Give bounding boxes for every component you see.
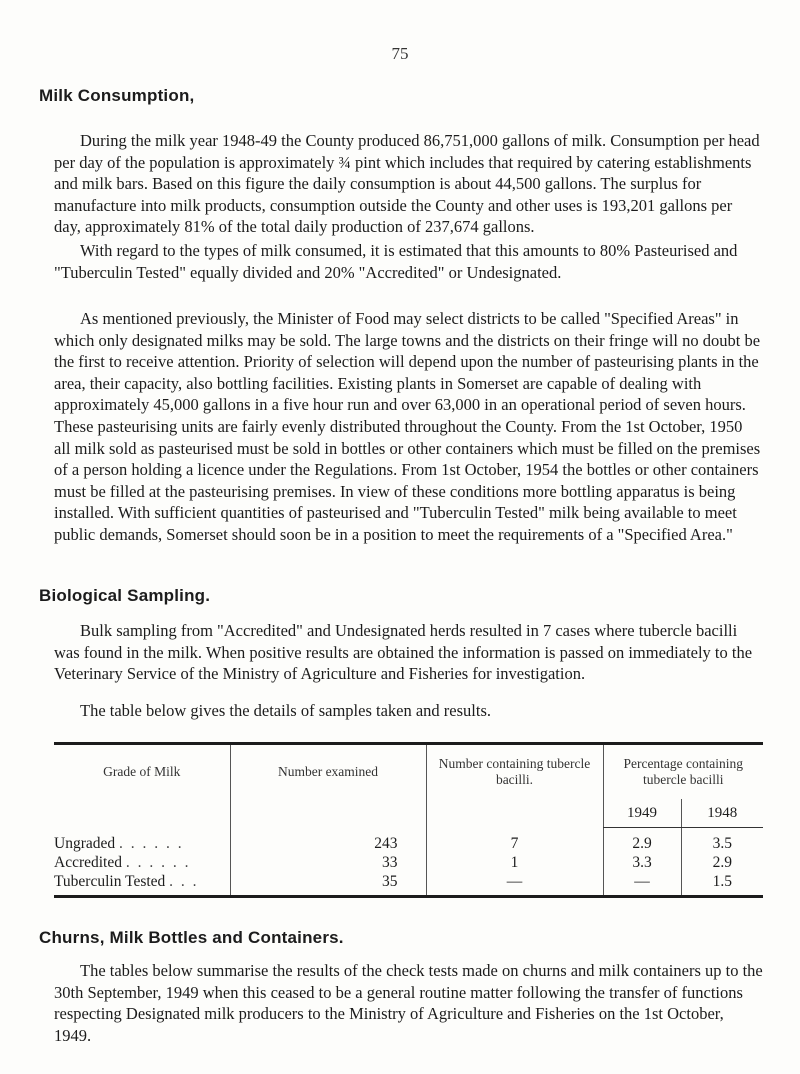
leader-dots: . . . . . .	[125, 854, 191, 871]
pct-1948-value: 1.5	[681, 872, 763, 891]
pct-1949-value: 3.3	[603, 853, 681, 872]
table-row	[54, 828, 763, 854]
grade-label: Tuberculin Tested	[54, 873, 166, 890]
examined-value: 243	[230, 828, 426, 854]
leader-dots: . . .	[169, 873, 199, 890]
table-row	[54, 872, 763, 891]
header-year-1949: 1949	[603, 799, 681, 828]
examined-value: 35	[230, 872, 426, 891]
paragraph-milk-types: With regard to the types of milk consumed, it is estimated that this amounts to 80% Pasteurised and "Tuberculin Tested" equally divided and 20% "Accredited" or Undesignated.	[54, 241, 738, 282]
grade-label: Ungraded	[54, 834, 116, 852]
header-year-1948: 1948	[681, 799, 763, 828]
paragraph-table-intro: The table below gives the details of samples taken and results.	[80, 701, 492, 720]
header-grade: Grade of Milk	[54, 744, 230, 800]
paragraph-churns-summary: The tables below summarise the results of the check tests made on churns and milk containers up to the 30th September, 1949 when this ceased to be a general routine matter following the transfer of functions respecting Designated milk producers to the Ministry of Agriculture and Fisheries on the 1st October, 1949.	[54, 961, 763, 1045]
grade-label: Accredited	[54, 854, 122, 871]
header-containing: Number containing tubercle bacilli.	[426, 744, 603, 800]
header-examined: Number examined	[230, 744, 426, 800]
section-heading-churns: Churns, Milk Bottles and Containers.	[39, 928, 344, 947]
pct-1948-value: 3.5	[681, 828, 763, 854]
header-percentage: Percentage containing tubercle bacilli	[603, 744, 763, 800]
examined-value: 33	[230, 853, 426, 872]
containing-value: 1	[426, 853, 603, 872]
year-spacer	[230, 799, 426, 828]
page-number: 75	[391, 44, 409, 63]
section-heading-biological-sampling: Biological Sampling.	[39, 586, 211, 605]
section-heading-milk-consumption: Milk Consumption,	[39, 86, 195, 105]
leader-dots: . . . . . .	[119, 834, 184, 852]
year-spacer	[54, 799, 230, 828]
paragraph-bulk-sampling: Bulk sampling from "Accredited" and Undesignated herds resulted in 7 cases where tubercle bacilli was found in the milk. When positive results are obtained the information is passed on immediately to the Veterinary Service of the Ministry of Agriculture and Fisheries for investigation.	[54, 621, 753, 684]
pct-1949-value: —	[603, 872, 681, 891]
pct-1949-value: 2.9	[603, 828, 681, 854]
year-spacer	[426, 799, 603, 828]
sampling-results-table	[54, 742, 763, 898]
containing-value: 7	[426, 828, 603, 854]
paragraph-specified-areas: As mentioned previously, the Minister of Food may select districts to be called "Specified Areas" in which only designated milks may be sold. The large towns and the districts on their fringe will no doubt be the first to receive attention. Priority of selection will depend upon the number of pasteurising plants in the area, their capacity, also bottling facilities. Existing plants in Somerset are capable of dealing with approximately 45,000 gallons in a five hour run and over 63,000 in an operational period of seven hours. These pasteurising units are fairly evenly distributed throughout the County. From the 1st October, 1950 all milk sold as pasteurised must be sold in bottles or other containers which must be filled on the premises of a person holding a licence under the Regulations. From 1st October, 1954 the bottles or other containers must be filled at the pasteurising premises. In view of these conditions more bottling apparatus is being installed. With sufficient quantities of pasteurised and "Tuberculin Tested" milk being available to meet public demands, Somerset should soon be in a position to meet the requirements of a "Specified Area."	[54, 309, 761, 544]
containing-value: —	[426, 872, 603, 891]
table-row	[54, 853, 763, 872]
paragraph-milk-production: During the milk year 1948-49 the County produced 86,751,000 gallons of milk. Consumption per head per day of the population is approximately ¾ pint which includes that required by catering establishments and milk bars. Based on this figure the daily consumption is about 44,500 gallons. The surplus for manufacture into milk products, consumption outside the County and other uses is 193,201 gallons per day, approximately 81% of the total daily production of 237,674 gallons.	[54, 131, 760, 237]
pct-1948-value: 2.9	[681, 853, 763, 872]
